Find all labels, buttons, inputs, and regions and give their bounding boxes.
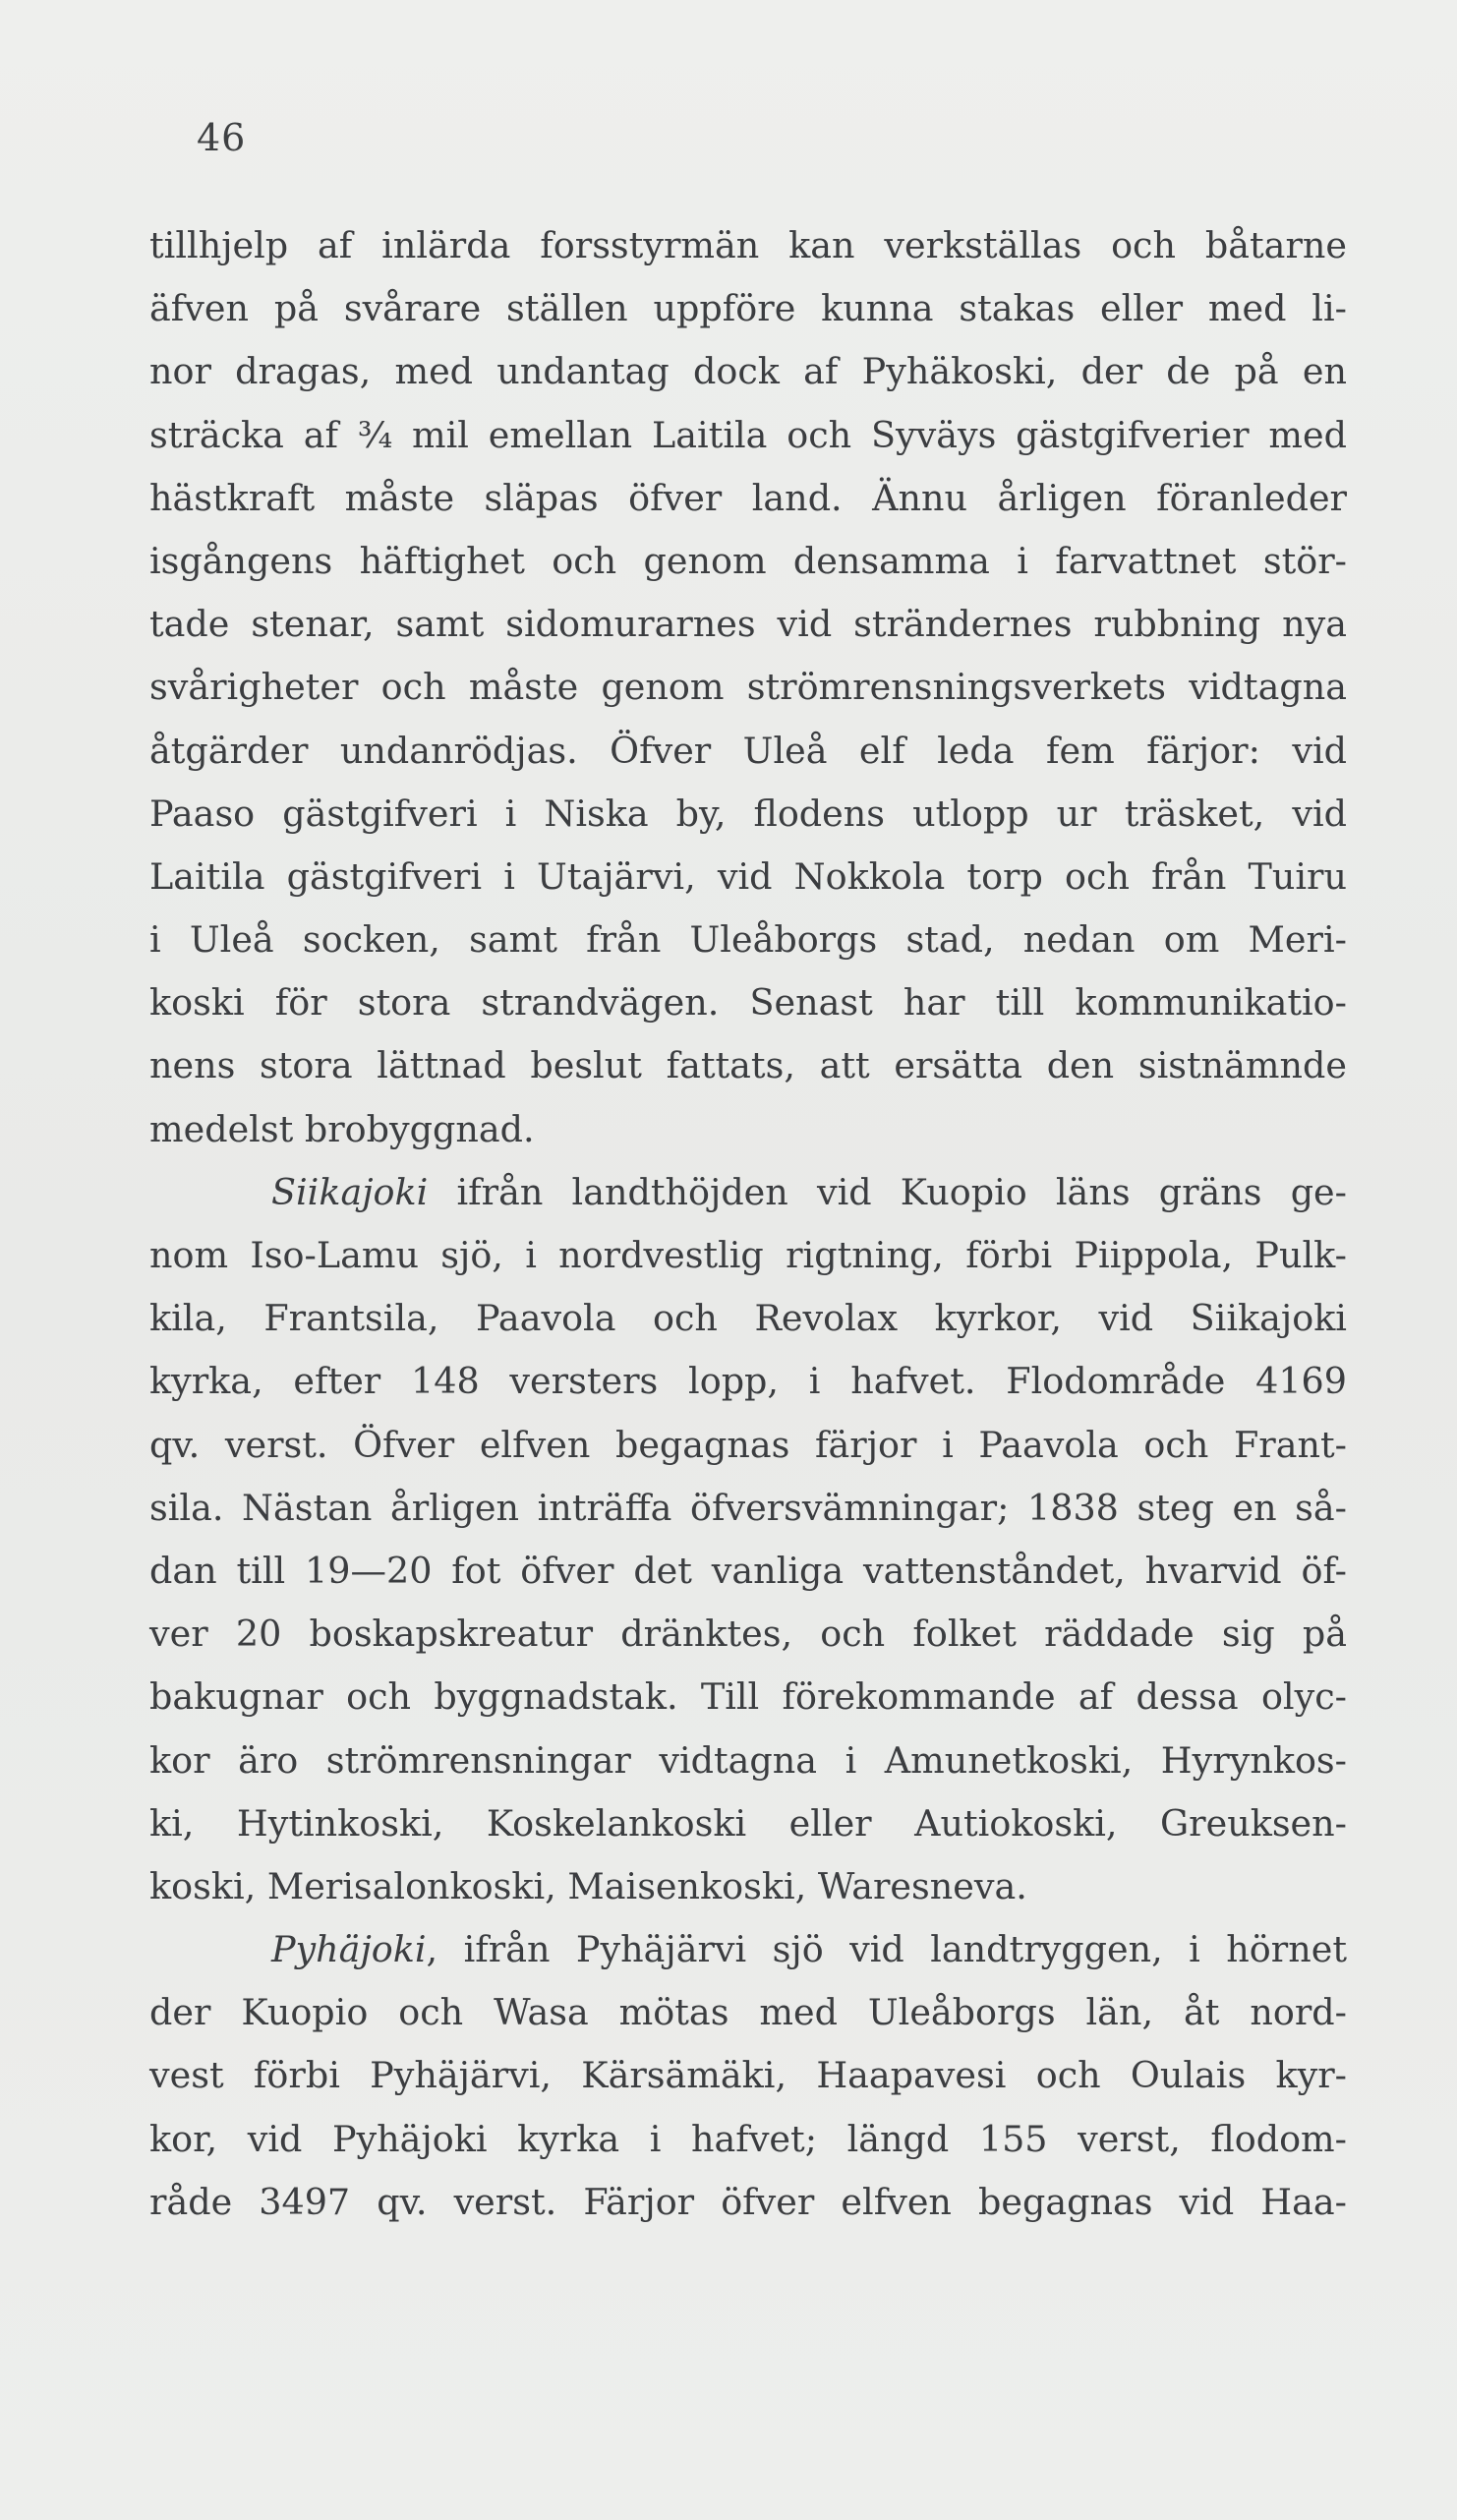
text-line: qv. verst. Öfver elfven begagnas färjor i Paavola och Frant-: [149, 1423, 1347, 1466]
text-line: hästkraft måste släpas öfver land. Ännu årligen föranleder: [149, 476, 1347, 519]
text-line: Paaso gästgifveri i Niska by, flodens utlopp ur träsket, vid: [149, 791, 1347, 835]
paragraph-end-line: koski, Merisalonkoski, Maisenkoski, Waresneva.: [149, 1864, 1027, 1907]
text-line: ki, Hytinkoski, Koskelankoski eller Autiokoski, Greuksen-: [149, 1801, 1347, 1845]
text-line: svårigheter och måste genom strömrensningsverkets vidtagna: [149, 666, 1347, 709]
text-line: tade stenar, samt sidomurarnes vid strändernes rubbning nya: [149, 603, 1347, 646]
text-line: kyrka, efter 148 versters lopp, i hafvet. Flodområde 4169: [149, 1360, 1347, 1403]
text-line: nor dragas, med undantag dock af Pyhäkoski, der de på en: [149, 350, 1347, 393]
text-line: sträcka af ¾ mil emellan Laitila och Syväys gästgifverier med: [149, 413, 1347, 456]
text-line: Laitila gästgifveri i Utajärvi, vid Nokkola torp och från Tuiru: [149, 854, 1347, 898]
paragraph-end-line: medelst brobyggnad.: [149, 1107, 535, 1150]
paragraph-start-line: Siikajoki ifrån landthöjden vid Kuopio läns gräns ge-: [271, 1170, 1347, 1213]
text-line: ver 20 boskapskreatur dränktes, och folket räddade sig på: [149, 1612, 1347, 1656]
river-name-siikajoki: Siikajoki: [271, 1170, 429, 1213]
text-line: sila. Nästan årligen inträffa öfversvämningar; 1838 steg en så-: [149, 1486, 1347, 1529]
page-number: 46: [197, 116, 247, 159]
text-line: tillhjelp af inlärda forsstyrmän kan verkställas och båtarne: [149, 224, 1347, 266]
text-line: äfven på svårare ställen uppföre kunna stakas eller med li-: [149, 287, 1347, 330]
text-line: dan till 19—20 fot öfver det vanliga vattenståndet, hvarvid öf-: [149, 1549, 1347, 1592]
text-line: vest förbi Pyhäjärvi, Kärsämäki, Haapavesi och Oulais kyr-: [149, 2054, 1347, 2097]
text-line: der Kuopio och Wasa mötas med Uleåborgs län, åt nord-: [149, 1991, 1347, 2034]
text-line: isgångens häftighet och genom densamma i farvattnet stör-: [149, 539, 1347, 582]
text-line: kor äro strömrensningar vidtagna i Amunetkoski, Hyrynkos-: [149, 1738, 1347, 1782]
text-line: nens stora lättnad beslut fattats, att ersätta den sistnämnde: [149, 1044, 1347, 1087]
text-line: kor, vid Pyhäjoki kyrka i hafvet; längd 155 verst, flodom-: [149, 2117, 1347, 2160]
text-line: kila, Frantsila, Paavola och Revolax kyrkor, vid Siikajoki: [149, 1297, 1347, 1340]
body-text: [149, 214, 1347, 2234]
paragraph-start-line: Pyhäjoki, ifrån Pyhäjärvi sjö vid landtryggen, i hörnet: [271, 1928, 1347, 1971]
text-line: råde 3497 qv. verst. Färjor öfver elfven begagnas vid Haa-: [149, 2180, 1347, 2223]
text-line: åtgärder undanrödjas. Öfver Uleå elf leda fem färjor: vid: [149, 729, 1347, 772]
river-name-pyhajoki: Pyhäjoki: [271, 1928, 427, 1971]
text-line: koski för stora strandvägen. Senast har till kommunikatio-: [149, 981, 1347, 1025]
text-line: i Uleå socken, samt från Uleåborgs stad, nedan om Meri-: [149, 918, 1347, 962]
text-line: nom Iso-Lamu sjö, i nordvestlig rigtning, förbi Piippola, Pulk-: [149, 1234, 1347, 1276]
text-line: bakugnar och byggnadstak. Till förekommande af dessa olyc-: [149, 1675, 1347, 1719]
